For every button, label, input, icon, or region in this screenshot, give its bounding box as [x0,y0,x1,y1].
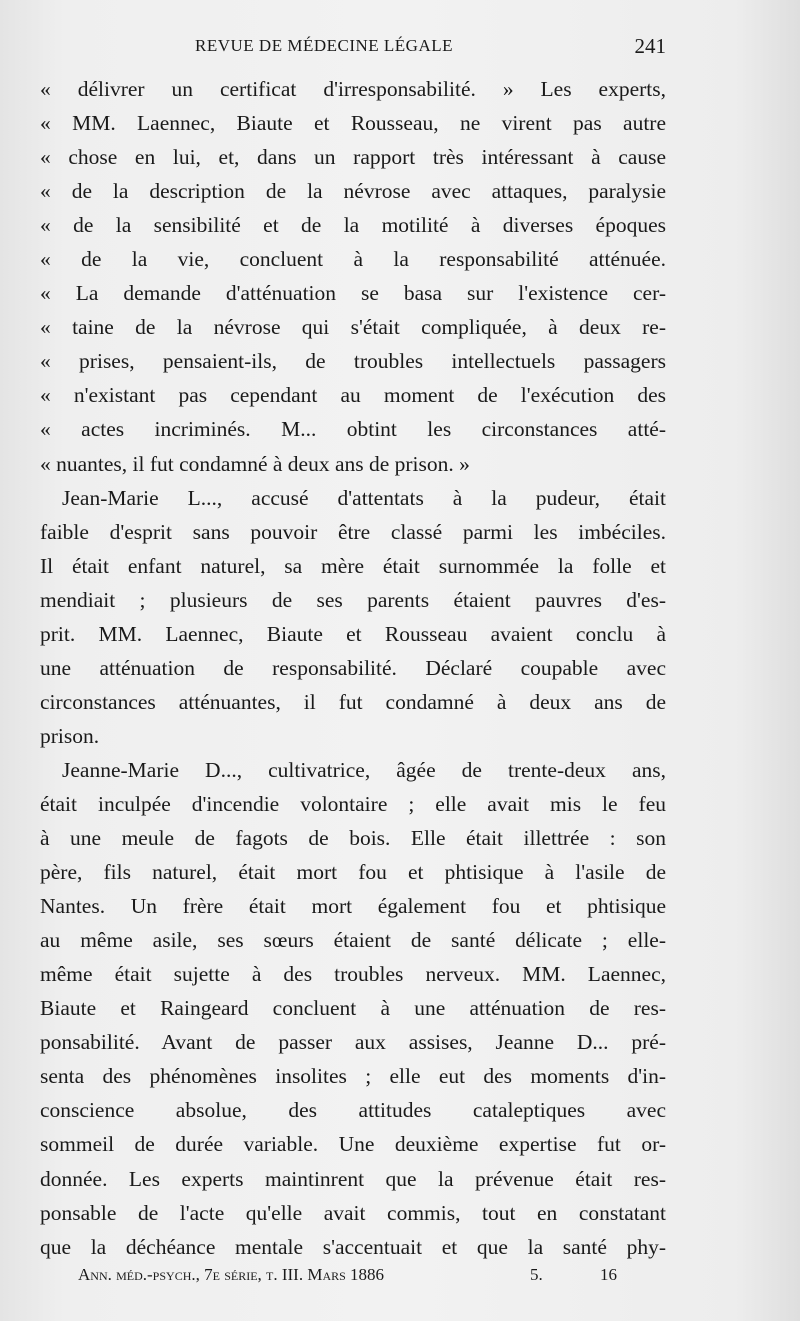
page-header [40,34,666,62]
body-text [40,72,666,1264]
text-line: circonstances atténuantes, il fut condamné à deux ans de [40,689,666,714]
text-line: « de la vie, concluent à la responsabilité atténuée. [40,247,666,272]
page-footer [78,1265,638,1291]
text-line: conscience absolue, des attitudes cataleptiques avec [40,1098,666,1123]
text-line: Il était enfant naturel, sa mère était surnommée la folle et [40,553,666,578]
text-line: mendiait ; plusieurs de ses parents étaient pauvres d'es- [40,587,666,612]
paragraph-start-line: Jeanne-Marie D..., cultivatrice, âgée de trente-deux ans, [62,757,666,782]
journal-citation: Ann. méd.-psych., 7e série, t. III. Mars 1886 [78,1265,385,1284]
text-line: « actes incriminés. M... obtint les circonstances atté- [40,417,666,442]
text-line: « nuantes, il fut condamné à deux ans de prison. » [40,451,470,476]
text-line: même était sujette à des troubles nerveux. MM. Laennec, [40,962,666,987]
text-line: au même asile, ses sœurs étaient de santé délicate ; elle- [40,928,666,953]
text-line: à une meule de fagots de bois. Elle était illettrée : son [40,826,666,851]
text-line: était inculpée d'incendie volontaire ; elle avait mis le feu [40,791,666,816]
text-line: « taine de la névrose qui s'était compliquée, à deux re- [40,315,666,340]
text-line: que la déchéance mentale s'accentuait et que la santé phy- [40,1234,666,1259]
text-line: ponsabilité. Avant de passer aux assises, Jeanne D... pré- [40,1030,666,1055]
text-line: Biaute et Raingeard concluent à une atténuation de res- [40,996,666,1021]
text-line: « de la sensibilité et de la motilité à diverses époques [40,213,666,238]
text-line: « MM. Laennec, Biaute et Rousseau, ne virent pas autre [40,111,666,136]
text-line: sommeil de durée variable. Une deuxième expertise fut or- [40,1132,666,1157]
text-line: prit. MM. Laennec, Biaute et Rousseau avaient conclu à [40,621,666,646]
signature-number: 16 [600,1265,617,1284]
text-line: une atténuation de responsabilité. Déclaré coupable avec [40,655,666,680]
text-line: « délivrer un certificat d'irresponsabilité. » Les experts, [40,77,666,101]
running-title: REVUE DE MÉDECINE LÉGALE [195,36,453,55]
text-line: « prises, pensaient-ils, de troubles intellectuels passagers [40,349,666,374]
text-line: faible d'esprit sans pouvoir être classé parmi les imbéciles. [40,519,666,544]
page-number: 241 [634,34,666,58]
text-line: père, fils naturel, était mort fou et phtisique à l'asile de [40,860,666,885]
text-line: prison. [40,723,100,748]
signature-mark: 5. [530,1265,543,1284]
text-line: « chose en lui, et, dans un rapport très intéressant à cause [40,145,666,170]
text-line: « n'existant pas cependant au moment de l'exécution des [40,383,666,408]
text-line: « de la description de la névrose avec attaques, paralysie [40,179,666,204]
text-line: Nantes. Un frère était mort également fou et phtisique [40,894,666,919]
paragraph-start-line: Jean-Marie L..., accusé d'attentats à la pudeur, était [62,485,666,510]
text-line: donnée. Les experts maintinrent que la prévenue était res- [40,1166,666,1191]
text-line: ponsable de l'acte qu'elle avait commis, tout en constatant [40,1200,666,1225]
text-line: senta des phénomènes insolites ; elle eut des moments d'in- [40,1064,666,1089]
text-line: « La demande d'atténuation se basa sur l'existence cer- [40,281,666,306]
